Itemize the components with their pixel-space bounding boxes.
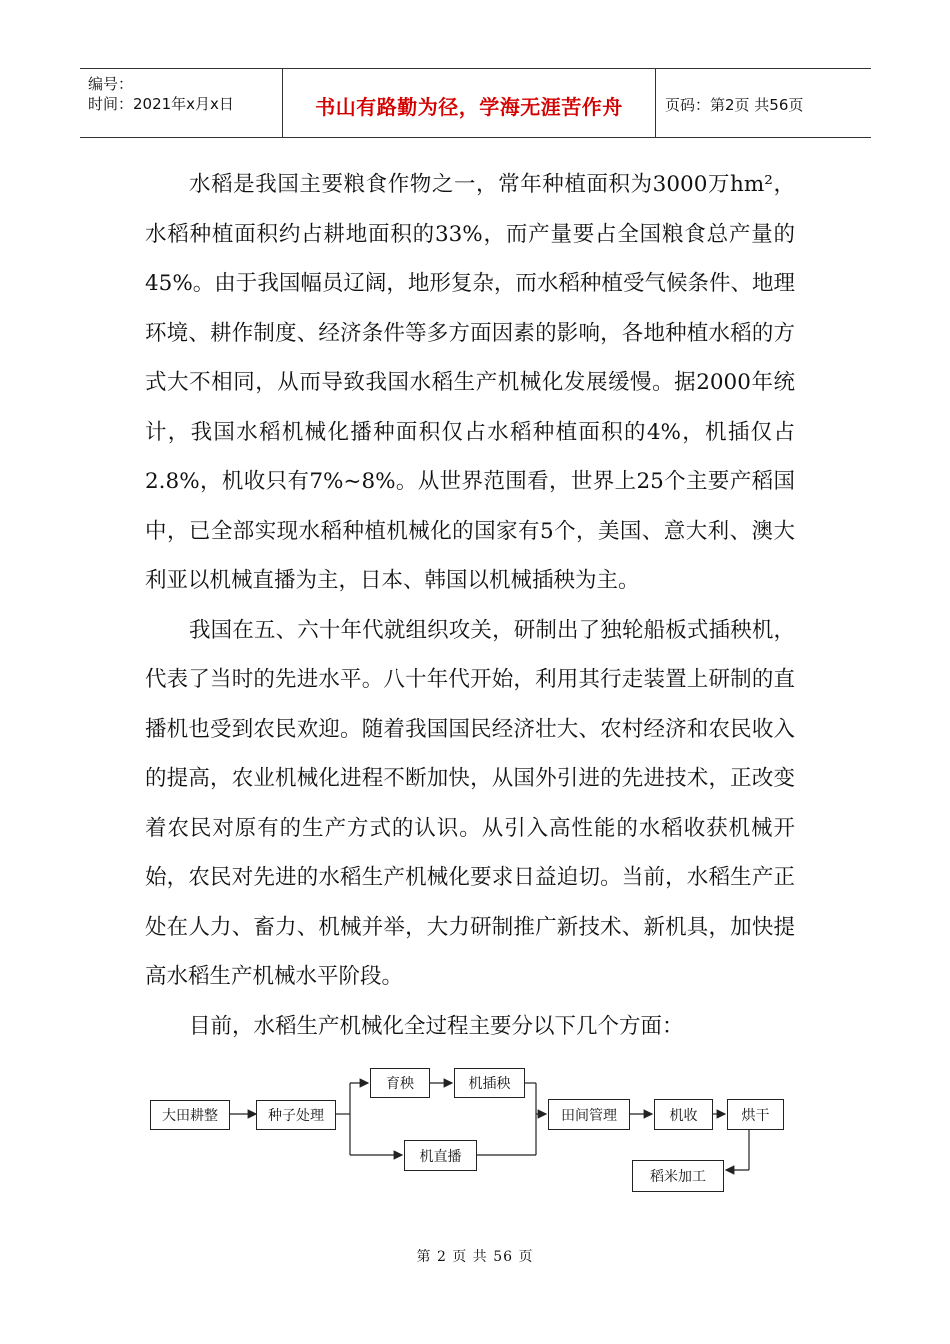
paragraph-1: 水稻是我国主要粮食作物之一，常年种植面积为3000万hm²，水稻种植面积约占耕地面积的33%，而产量要占全国粮食总产量的45%。由于我国幅员辽阔，地形复杂，而水稻种植受气候条件、地理环境、耕作制度、经济条件等多方面因素的影响，各地种植水稻的方式大不相同，从而导致我国水稻生产机械化发展缓慢。据2000年统计，我国水稻机械化播种面积仅占水稻种植面积的4%，机插仅占2.8%，机收只有7%~8%。从世界范围看，世界上25个主要产稻国中，已全部实现水稻种植机械化的国家有5个，美国、意大利、澳大利亚以机械直播为主，日本、韩国以机械插秧为主。 [145, 172, 795, 593]
box-nursery: 育秧 [370, 1068, 430, 1098]
rice-mechanization-flowchart [140, 1060, 800, 1200]
box-machine-transplant: 机插秧 [454, 1068, 525, 1098]
document-number-label: 编号： [88, 75, 134, 93]
header-right-cell [655, 69, 871, 137]
box-rice-milling: 稻米加工 [632, 1160, 724, 1192]
page-footer: 第 2 页 共 56 页 [416, 1249, 534, 1265]
box-tillage: 大田耕整 [150, 1100, 230, 1130]
header-page-number: 页码：第2页 共56页 [665, 96, 804, 114]
box-drying: 烘干 [727, 1099, 784, 1130]
header-left-cell [80, 69, 282, 137]
paragraph-2: 我国在五、六十年代就组织攻关，研制出了独轮船板式插秧机，代表了当时的先进水平。八十年代开始，利用其行走装置上研制的直播机也受到农民欢迎。随着我国国民经济壮大、农村经济和农民收入的提高，农业机械化进程不断加快，从国外引进的先进技术，正改变着农民对原有的生产方式的认识。从引入高性能的水稻收获机械开始，农民对先进的水稻生产机械化要求日益迫切。当前，水稻生产正处在人力、畜力、机械并举，大力研制推广新技术、新机具，加快提高水稻生产机械水平阶段。 [145, 617, 795, 989]
document-date-label: 时间：2021年x月x日 [88, 95, 234, 113]
box-direct-seeding: 机直播 [404, 1140, 477, 1171]
paragraph-3: 目前，水稻生产机械化全过程主要分以下几个方面： [189, 1013, 684, 1039]
box-harvest: 机收 [654, 1099, 713, 1130]
body-text [145, 160, 795, 1051]
header-center-cell [282, 69, 656, 137]
header-motto: 书山有路勤为径，学海无涯苦作舟 [315, 95, 623, 119]
box-field-management: 田间管理 [548, 1099, 630, 1130]
page-header [80, 68, 871, 138]
box-seed-treatment: 种子处理 [256, 1100, 336, 1130]
